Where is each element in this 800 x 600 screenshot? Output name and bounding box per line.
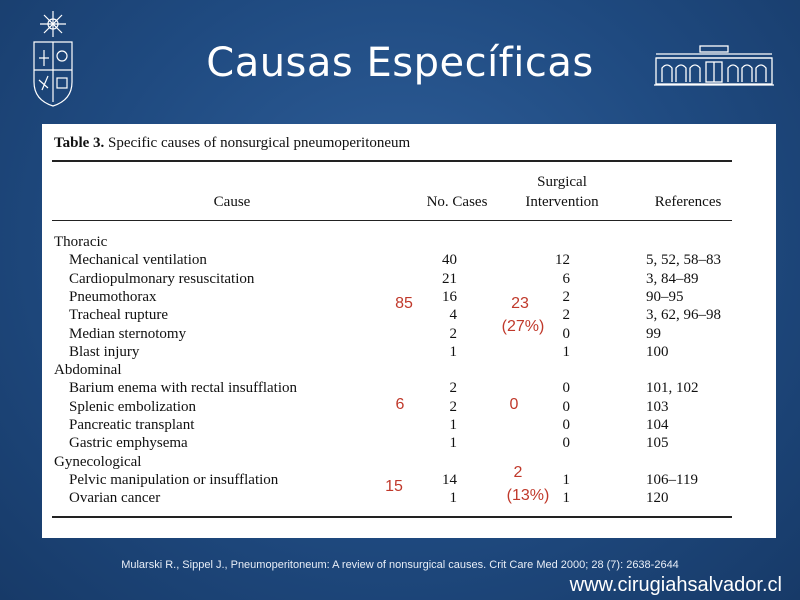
annotation-thoracic-pct: (27%) — [501, 318, 545, 335]
cell-cause: Abdominal — [54, 362, 122, 379]
cell-references: 106–119 — [646, 471, 698, 488]
cell-cases: 1 — [449, 343, 457, 360]
cell-references: 103 — [646, 398, 669, 415]
cell-cause: Thoracic — [54, 234, 108, 250]
header-references: References — [654, 194, 722, 210]
annotation-abdominal-total: 6 — [395, 396, 405, 413]
table-row — [42, 326, 776, 344]
cell-cause: Tracheal rupture — [69, 307, 168, 324]
table-header-rule — [52, 220, 732, 221]
cell-cause: Barium enema with rectal insufflation — [69, 380, 297, 397]
cell-references: 105 — [646, 435, 669, 452]
cell-cases: 2 — [449, 398, 457, 415]
cell-references: 90–95 — [646, 288, 684, 305]
cell-surgical: 2 — [562, 288, 570, 305]
slide-title: Causas Específicas — [206, 40, 594, 86]
table-caption-text: Specific causes of nonsurgical pneumoperitoneum — [108, 135, 411, 151]
table-group-row — [42, 362, 776, 380]
cell-cases: 1 — [449, 490, 457, 507]
cell-references: 3, 62, 96–98 — [646, 307, 721, 324]
annotation-thoracic-total: 85 — [395, 295, 413, 312]
cell-references: 3, 84–89 — [646, 270, 699, 287]
cell-cases: 1 — [449, 435, 457, 452]
cell-surgical: 1 — [562, 471, 570, 488]
cell-cases: 16 — [442, 288, 457, 305]
header-cases: No. Cases — [426, 194, 488, 210]
cell-references: 99 — [646, 325, 661, 342]
cell-cases: 1 — [449, 417, 457, 433]
citation-footer: Mularski R., Sippel J., Pneumoperitoneum: A review of nonsurgical causes. Crit Care Med 2000; 28 (7): 2638-2644 — [121, 559, 679, 571]
table-row — [42, 435, 776, 453]
cell-surgical: 0 — [562, 435, 570, 452]
header-surgical: Surgical — [537, 174, 587, 190]
cell-surgical: 1 — [562, 343, 570, 360]
table-caption-label: Table 3. — [54, 135, 105, 151]
cell-cause: Pancreatic transplant — [69, 417, 195, 433]
table-row — [42, 344, 776, 362]
cell-references: 5, 52, 58–83 — [646, 252, 721, 269]
table-group-row — [42, 454, 776, 472]
website-url: www.cirugiahsalvador.cl — [569, 574, 782, 596]
cell-surgical: 0 — [562, 325, 570, 342]
table-group-row — [42, 234, 776, 252]
cell-cause: Gynecological — [54, 453, 142, 470]
annotation-gyn-surgical: 2 — [513, 464, 523, 481]
cell-cases: 40 — [442, 252, 457, 269]
header-intervention: Intervention — [525, 194, 599, 210]
cell-references: 100 — [646, 343, 669, 360]
cell-cause: Ovarian cancer — [69, 490, 161, 507]
cell-cause: Splenic embolization — [69, 398, 197, 415]
table-row — [42, 417, 776, 435]
cell-surgical: 2 — [562, 307, 570, 324]
cell-surgical: 0 — [562, 380, 570, 397]
cell-references: 120 — [646, 490, 669, 507]
annotation-gyn-pct: (13%) — [506, 487, 550, 504]
table-row — [42, 252, 776, 270]
cell-references: 101, 102 — [646, 380, 699, 397]
cell-surgical: 0 — [562, 398, 570, 415]
cell-cases: 4 — [449, 307, 457, 324]
table-panel — [42, 124, 776, 538]
header-cause: Cause — [213, 194, 251, 210]
cell-cause: Gastric emphysema — [69, 435, 188, 452]
cell-cause: Pelvic manipulation or insufflation — [69, 471, 279, 488]
annotation-gyn-total: 15 — [385, 478, 403, 495]
cell-cause: Cardiopulmonary resuscitation — [69, 270, 255, 287]
cell-references: 104 — [646, 417, 669, 433]
cell-cases: 21 — [442, 270, 457, 287]
cell-cases: 14 — [442, 471, 457, 488]
cell-cause: Median sternotomy — [69, 325, 187, 342]
cell-surgical: 12 — [555, 252, 570, 269]
cell-cause: Pneumothorax — [69, 288, 157, 305]
cell-cause: Blast injury — [69, 343, 140, 360]
table-row — [42, 271, 776, 289]
cell-cases: 2 — [449, 325, 457, 342]
cell-surgical: 1 — [562, 490, 570, 507]
annotation-abdominal-surgical: 0 — [509, 396, 519, 413]
table-caption — [54, 135, 410, 152]
cell-cause: Mechanical ventilation — [69, 252, 207, 269]
annotation-thoracic-surgical: 23 — [511, 295, 529, 312]
table-bottom-rule — [52, 516, 732, 518]
cell-surgical: 6 — [562, 270, 570, 287]
cell-cases: 2 — [449, 380, 457, 397]
cell-surgical: 0 — [562, 417, 570, 433]
table-top-rule — [52, 160, 732, 162]
